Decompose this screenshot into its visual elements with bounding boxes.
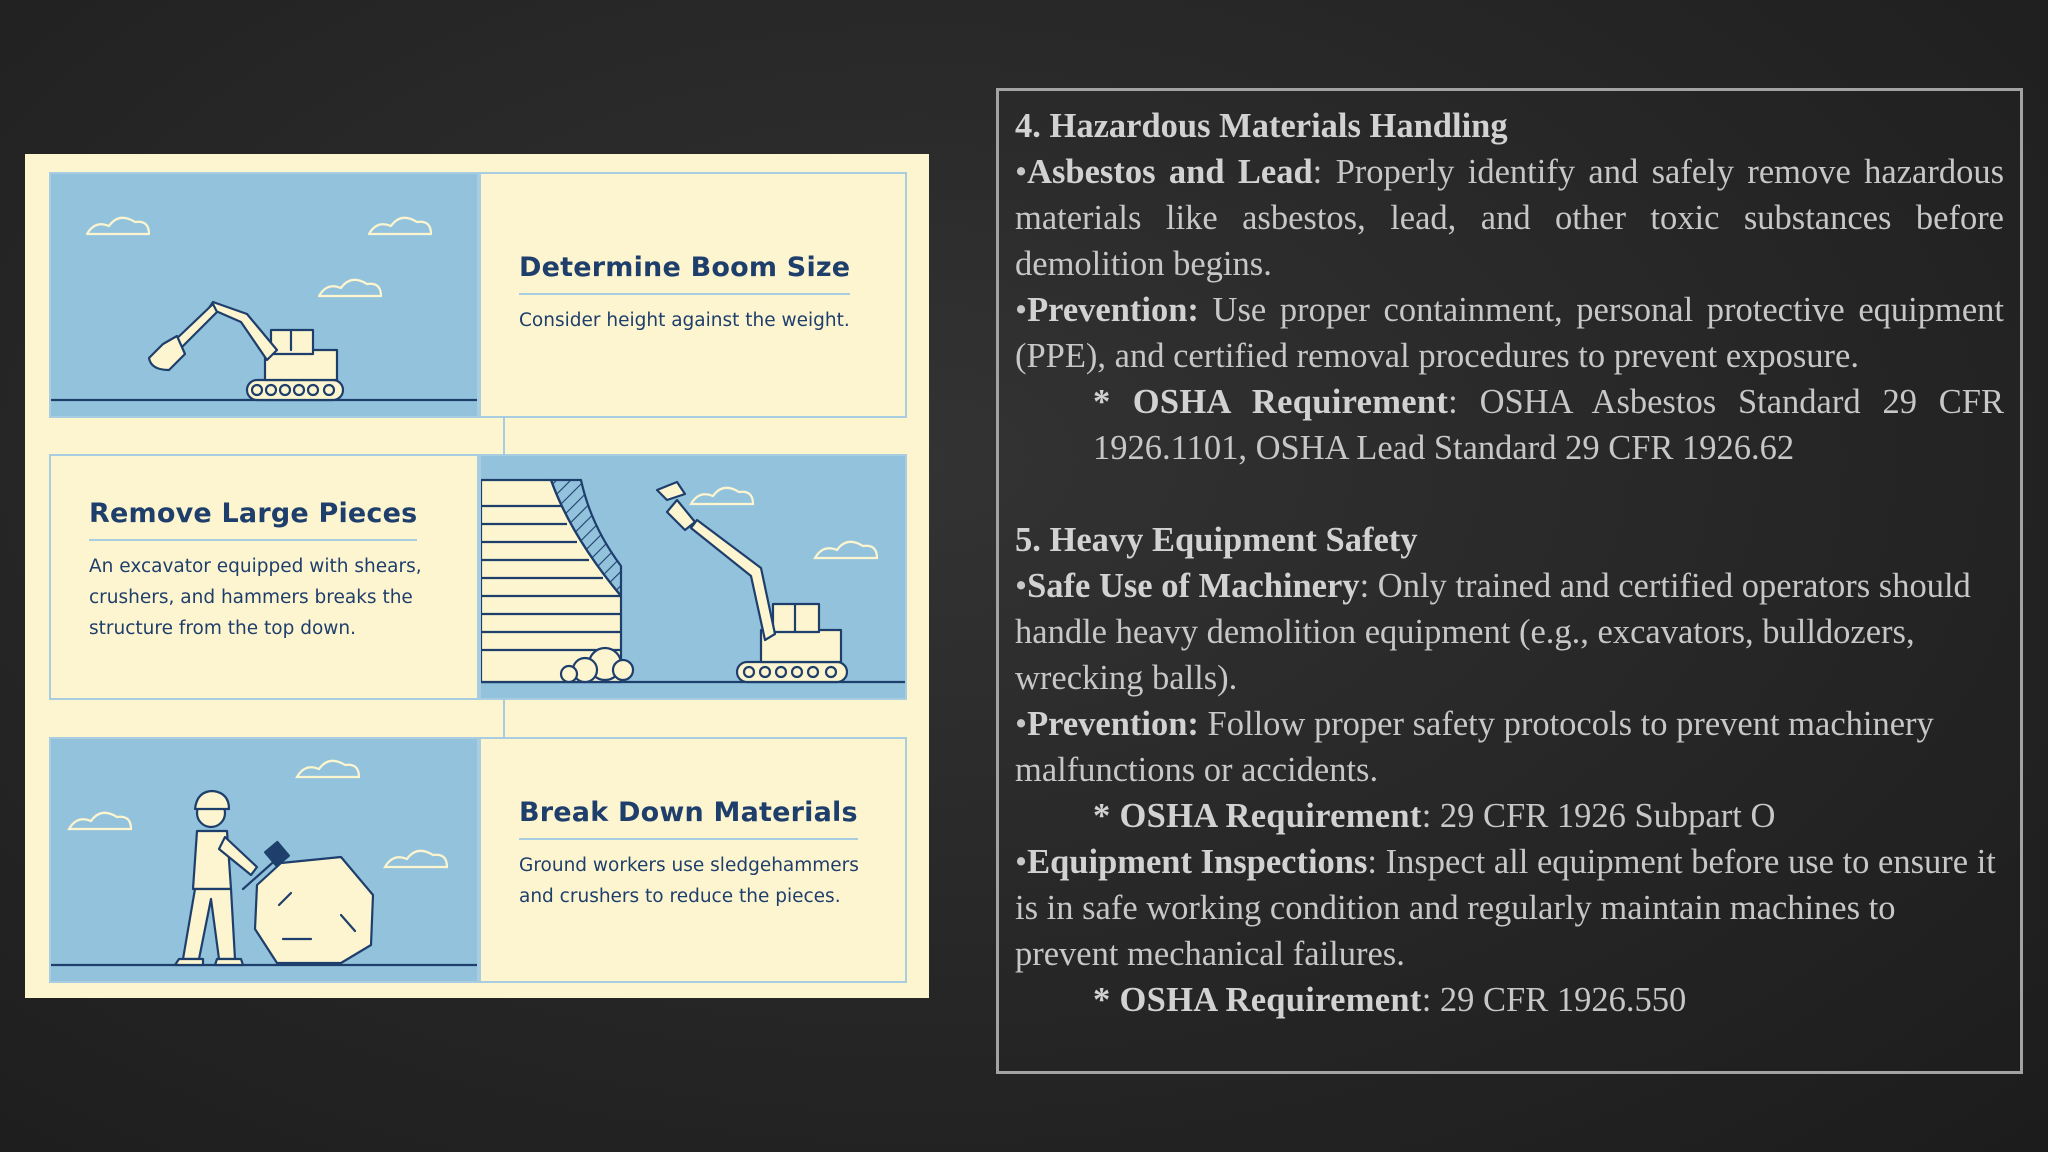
excavator-icon bbox=[51, 174, 477, 416]
bullet-text: : Inspect all equipment before use to ensure it is in safe working condition and regularly maintain machines to prevent mechanical failures. bbox=[1015, 843, 1996, 973]
term-label: Prevention: bbox=[1027, 705, 1199, 743]
bullet: • bbox=[1015, 843, 1028, 881]
bullet-asbestos-and-lead bbox=[1015, 149, 2004, 287]
bullet-text: : Only trained and certified operators should handle heavy demolition equipment (e.g., excavators, bulldozers, wrecking balls). bbox=[1015, 567, 1971, 697]
requirement-prefix: * bbox=[1093, 383, 1133, 421]
cloud-icon bbox=[297, 761, 359, 777]
cloud-icon bbox=[385, 851, 447, 867]
step-title: Break Down Materials bbox=[519, 797, 858, 840]
cloud-icon bbox=[69, 813, 131, 829]
section-heading-heavy-equipment: 5. Heavy Equipment Safety bbox=[1015, 521, 1418, 559]
bullet: • bbox=[1015, 705, 1028, 743]
step-title: Determine Boom Size bbox=[519, 252, 850, 295]
term-label: OSHA Requirement bbox=[1119, 981, 1422, 1019]
requirement-prefix: * bbox=[1093, 981, 1120, 1019]
demolition-steps-infographic bbox=[25, 154, 929, 998]
requirement-prefix: * bbox=[1093, 797, 1120, 835]
excavator-demolishing-building-illustration bbox=[479, 454, 907, 700]
osha-requirement bbox=[1015, 379, 2004, 471]
step-determine-boom-size bbox=[49, 172, 907, 418]
term-label: Equipment Inspections bbox=[1027, 843, 1368, 881]
worker-sledgehammer-illustration bbox=[49, 737, 479, 983]
step-description-line: Ground workers use sledgehammers bbox=[519, 855, 859, 876]
bullet-text: : Properly identify and safely remove hazardous materials like asbestos, lead, and other toxic substances before demolition begins. bbox=[1015, 153, 2004, 283]
requirement-text: : 29 CFR 1926 Subpart O bbox=[1421, 797, 1776, 835]
bullet-text: Follow proper safety protocols to prevent machinery malfunctions or accidents. bbox=[1015, 705, 1934, 789]
safety-text-panel bbox=[996, 88, 2023, 1074]
cloud-icon bbox=[369, 218, 431, 234]
step-text-card bbox=[49, 454, 479, 700]
excavator-illustration bbox=[49, 172, 479, 418]
step-description bbox=[519, 850, 867, 912]
cloud-icon bbox=[691, 488, 753, 504]
step-description: Consider height against the weight. bbox=[519, 310, 850, 331]
step-connector bbox=[503, 418, 505, 454]
step-title: Remove Large Pieces bbox=[89, 498, 417, 541]
bullet: • bbox=[1015, 291, 1028, 329]
step-text-card bbox=[479, 172, 907, 418]
step-description bbox=[89, 551, 439, 644]
demolition-icon bbox=[481, 456, 905, 698]
term-label: OSHA Requirement bbox=[1119, 797, 1422, 835]
term-label: OSHA Requirement bbox=[1132, 383, 1449, 421]
bullet-prevention bbox=[1015, 701, 2004, 793]
step-break-down-materials bbox=[49, 737, 907, 983]
requirement-text: : OSHA Asbestos Standard 29 CFR 1926.1101, OSHA Lead Standard 29 CFR 1926.62 bbox=[1093, 383, 2004, 467]
osha-requirement bbox=[1015, 977, 2004, 1023]
step-description-line: and crushers to reduce the pieces. bbox=[519, 886, 841, 907]
bullet-prevention bbox=[1015, 287, 2004, 379]
cloud-icon bbox=[87, 218, 149, 234]
step-description-line: structure from the top down. bbox=[89, 618, 357, 639]
step-connector bbox=[503, 700, 505, 737]
bullet-equipment-inspections bbox=[1015, 839, 2004, 977]
worker-icon bbox=[51, 739, 477, 981]
requirement-text: : 29 CFR 1926.550 bbox=[1421, 981, 1687, 1019]
bullet: • bbox=[1015, 153, 1028, 191]
term-label: Safe Use of Machinery bbox=[1027, 567, 1360, 605]
step-remove-large-pieces bbox=[49, 454, 907, 700]
step-description-line: An excavator equipped with shears, bbox=[89, 556, 422, 577]
bullet-safe-use-of-machinery bbox=[1015, 563, 2004, 701]
cloud-icon bbox=[815, 542, 877, 558]
bullet: • bbox=[1015, 567, 1028, 605]
osha-requirement bbox=[1015, 793, 2004, 839]
cloud-icon bbox=[319, 280, 381, 296]
step-description-line: crushers, and hammers breaks the bbox=[89, 587, 413, 608]
step-text-card bbox=[479, 737, 907, 983]
term-label: Asbestos and Lead bbox=[1027, 153, 1313, 191]
bullet-text: Use proper containment, personal protective equipment (PPE), and certified removal procedures to prevent exposure. bbox=[1015, 291, 2004, 375]
section-spacer bbox=[1015, 471, 2004, 517]
section-heading-hazardous-materials: 4. Hazardous Materials Handling bbox=[1015, 107, 1508, 145]
term-label: Prevention: bbox=[1027, 291, 1199, 329]
